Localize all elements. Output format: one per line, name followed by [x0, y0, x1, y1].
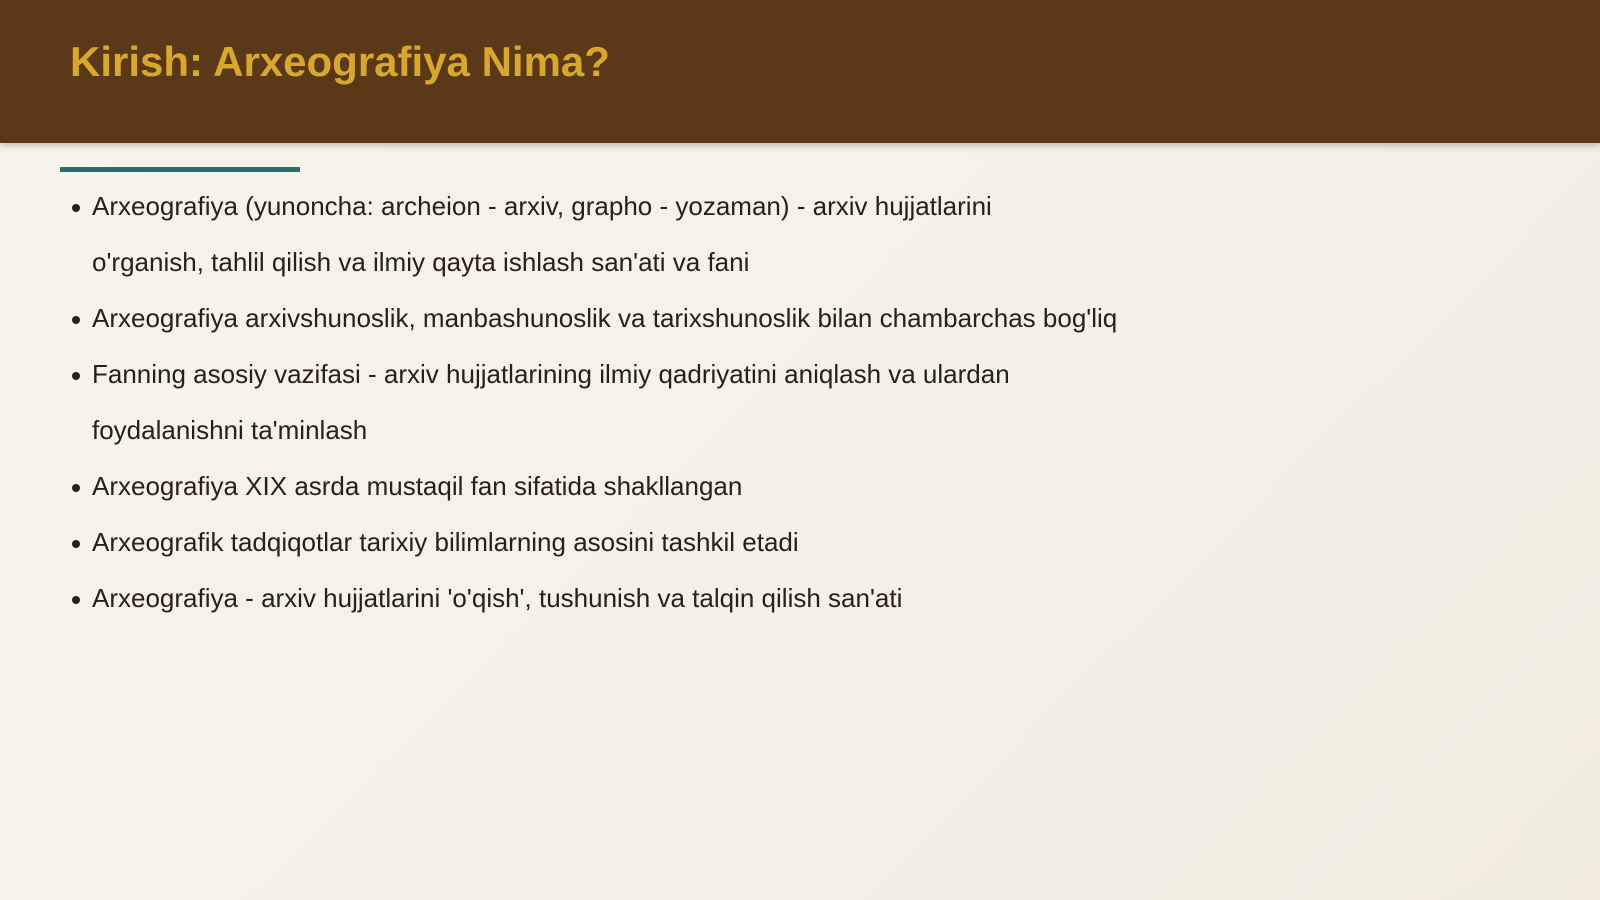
bullet-item: [72, 178, 1452, 290]
bullet-line: Arxeografiya (yunoncha: archeion - arxiv, grapho - yozaman) - arxiv hujjatlarini: [92, 191, 992, 221]
accent-divider: [60, 167, 300, 172]
bullet-icon: [72, 484, 80, 492]
bullet-icon: [72, 596, 80, 604]
bullet-line: Fanning asosiy vazifasi - arxiv hujjatlarining ilmiy qadriyatini aniqlash va ulardan: [92, 359, 1010, 389]
bullet-line: Arxeografiya XIX asrda mustaqil fan sifatida shakllangan: [92, 471, 743, 501]
bullet-icon: [72, 372, 80, 380]
bullet-line: o'rganish, tahlil qilish va ilmiy qayta ishlash san'ati va fani: [92, 247, 750, 277]
bullet-line: foydalanishni ta'minlash: [92, 415, 368, 445]
bullet-icon: [72, 204, 80, 212]
bullet-icon: [72, 316, 80, 324]
bullet-icon: [72, 540, 80, 548]
bullet-line: Arxeografiya - arxiv hujjatlarini 'o'qish', tushunish va talqin qilish san'ati: [92, 583, 903, 613]
bullet-item: [72, 290, 1452, 346]
bullet-item: [72, 570, 1452, 626]
bullet-item: [72, 346, 1452, 458]
slide-title: Kirish: Arxeografiya Nima?: [70, 38, 610, 85]
bullet-list: [72, 178, 1452, 626]
bullet-item: [72, 458, 1452, 514]
bullet-item: [72, 514, 1452, 570]
bullet-line: Arxeografiya arxivshunoslik, manbashunoslik va tarixshunoslik bilan chambarchas bog'liq: [92, 303, 1118, 333]
bullet-line: Arxeografik tadqiqotlar tarixiy bilimlarning asosini tashkil etadi: [92, 527, 799, 557]
title-header-bar: [0, 0, 1600, 143]
